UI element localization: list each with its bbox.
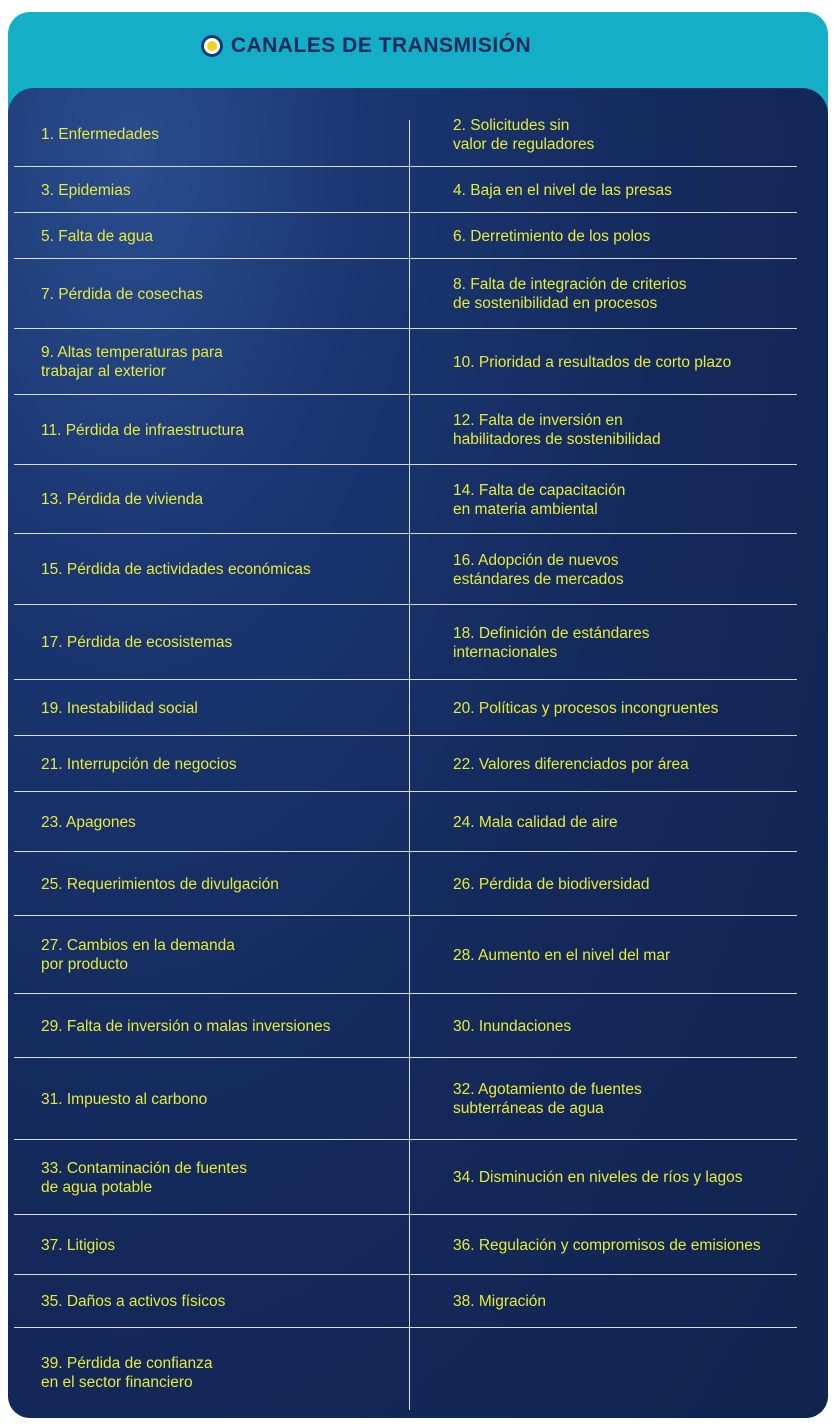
- channel-left: 17. Pérdida de ecosistemas: [41, 634, 233, 651]
- card-header: [8, 12, 828, 92]
- table-row: [8, 916, 828, 994]
- channel-right: 2. Solicitudes sin valor de reguladores: [453, 116, 595, 153]
- table-row: [8, 792, 828, 852]
- table-row: [8, 1328, 828, 1418]
- table-row: [8, 395, 828, 465]
- channel-left: 1. Enfermedades: [41, 126, 160, 143]
- channel-right: 36. Regulación y compromisos de emisiones: [453, 1236, 761, 1254]
- table-row: [8, 259, 828, 329]
- channels-table: [8, 88, 828, 1418]
- table-row: [8, 102, 828, 167]
- channel-right: 6. Derretimiento de los polos: [453, 227, 651, 245]
- channel-right: 10. Prioridad a resultados de corto plazo: [453, 353, 732, 371]
- channel-left: 31. Impuesto al carbono: [41, 1090, 208, 1108]
- table-row: [8, 1275, 828, 1328]
- channel-right: 38. Migración: [453, 1293, 547, 1310]
- channel-left: 11. Pérdida de infraestructura: [41, 421, 245, 439]
- table-row: [8, 1058, 828, 1140]
- title-group: [201, 34, 531, 58]
- channel-right: 4. Baja en el nivel de las presas: [453, 181, 672, 199]
- channel-left: 37. Litigios: [41, 1236, 116, 1254]
- table-row: [8, 1215, 828, 1275]
- channel-left: 13. Pérdida de vivienda: [41, 491, 204, 508]
- channel-right: 14. Falta de capacitación en materia ambiental: [453, 481, 626, 518]
- channel-left: 3. Epidemias: [41, 181, 131, 199]
- channel-right: 12. Falta de inversión en habilitadores de sostenibilidad: [453, 412, 661, 448]
- table-row: [8, 852, 828, 916]
- channel-right: 18. Definición de estándares internacionales: [453, 624, 650, 661]
- page-title: CANALES DE TRANSMISIÓN: [230, 34, 532, 57]
- channel-right: 16. Adopción de nuevos estándares de mercados: [453, 551, 624, 588]
- channel-right: 32. Agotamiento de fuentes subterráneas de agua: [453, 1081, 642, 1117]
- channel-left: 35. Daños a activos físicos: [41, 1293, 226, 1310]
- channel-left: 23. Apagones: [41, 813, 136, 831]
- table-row: [8, 465, 828, 534]
- channel-right: 34. Disminución en niveles de ríos y lagos: [453, 1169, 743, 1186]
- channel-right: 8. Falta de integración de criterios de sostenibilidad en procesos: [453, 276, 687, 312]
- table-row: [8, 994, 828, 1058]
- channel-right: 24. Mala calidad de aire: [453, 813, 618, 831]
- table-row: [8, 329, 828, 395]
- channel-left: 15. Pérdida de actividades económicas: [41, 561, 311, 578]
- channel-right: 20. Políticas y procesos incongruentes: [453, 699, 719, 717]
- table-row: [8, 167, 828, 213]
- channel-left: 27. Cambios en la demanda por producto: [41, 937, 235, 973]
- channel-right: 28. Aumento en el nivel del mar: [453, 946, 671, 964]
- table-row: [8, 605, 828, 680]
- table-row: [8, 213, 828, 259]
- transmission-channels-card: [8, 12, 828, 1418]
- channel-left: 21. Interrupción de negocios: [41, 755, 237, 773]
- channel-right: 22. Valores diferenciados por área: [453, 755, 689, 773]
- target-bullet-icon: [201, 35, 223, 57]
- channel-left: 29. Falta de inversión o malas inversiones: [41, 1017, 331, 1035]
- channel-left: 33. Contaminación de fuentes de agua potable: [41, 1159, 247, 1196]
- channel-right: [453, 1328, 828, 1418]
- table-row: [8, 534, 828, 605]
- channel-right: 26. Pérdida de biodiversidad: [453, 875, 650, 893]
- channel-right: 30. Inundaciones: [453, 1017, 572, 1035]
- channel-left: 5. Falta de agua: [41, 227, 154, 245]
- channel-left: 7. Pérdida de cosechas: [41, 285, 203, 303]
- channel-left: 19. Inestabilidad social: [41, 699, 198, 717]
- table-row: [8, 680, 828, 736]
- channel-left: 9. Altas temperaturas para trabajar al exterior: [41, 344, 223, 380]
- channel-left: 25. Requerimientos de divulgación: [41, 875, 279, 893]
- table-row: [8, 736, 828, 792]
- channel-left: 39. Pérdida de confianza en el sector financiero: [41, 1355, 213, 1391]
- table-row: [8, 1140, 828, 1215]
